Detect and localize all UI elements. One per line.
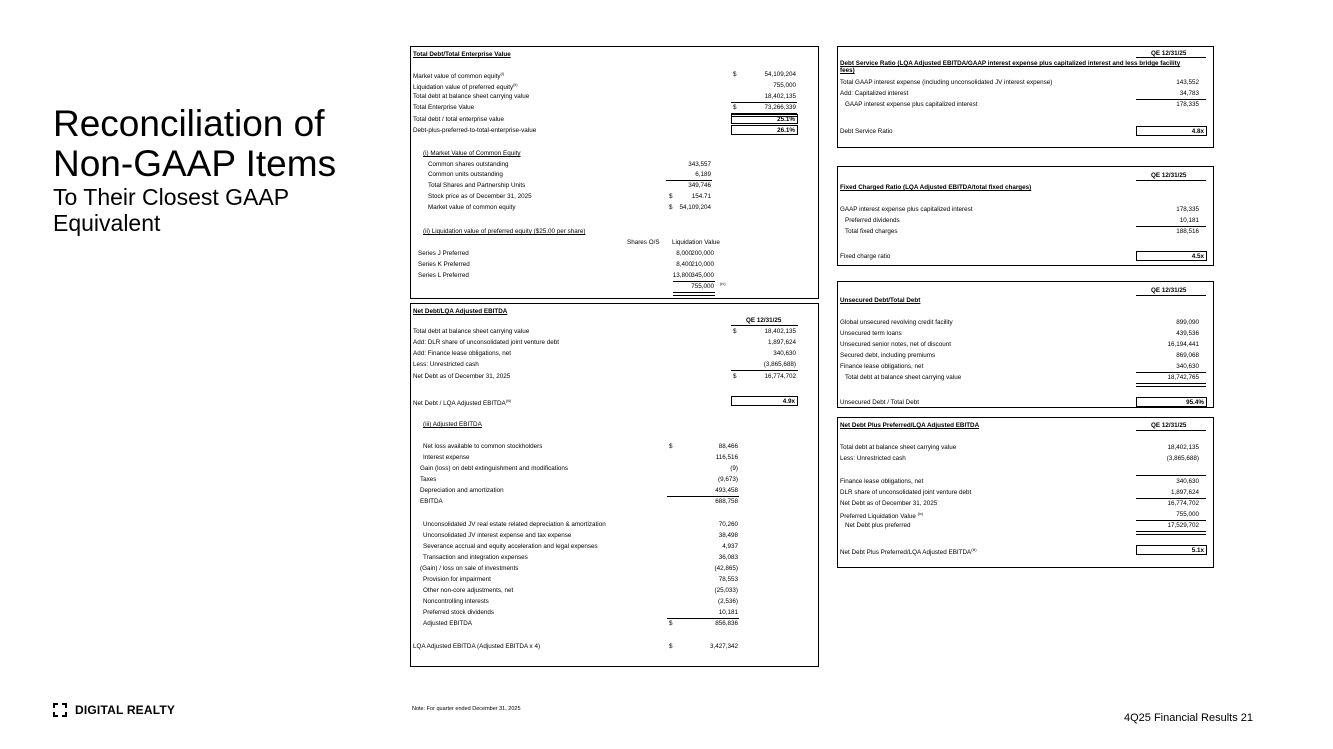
nd-row-value: (3,865,688) — [763, 361, 796, 368]
mv-row-value: 154.71 — [691, 193, 711, 200]
np-row-value: (3,865,688) — [1166, 455, 1199, 462]
adj-row-label: Adjusted EBITDA — [423, 620, 472, 627]
adj-row-label: Net loss available to common stockholders — [423, 443, 543, 450]
brand-logo — [53, 703, 175, 717]
rule — [731, 325, 798, 326]
adj-row-label: Severance accrual and equity acceleration and legal expenses — [423, 543, 598, 550]
rule — [1136, 475, 1206, 476]
rule — [667, 618, 739, 619]
rule — [1136, 430, 1206, 431]
lqa-label: LQA Adjusted EBITDA (Adjusted EBITDA x 4) — [413, 643, 541, 650]
adj-row-label: Provision for impairment — [423, 576, 491, 583]
lv-row-value: 345,000 — [691, 272, 714, 279]
double-rule — [673, 292, 715, 296]
np-row-value: 340,630 — [1176, 478, 1199, 485]
fc-row-value: 178,335 — [1176, 206, 1199, 213]
adj-row-value: 856,836 — [715, 620, 738, 627]
rule — [1136, 295, 1206, 296]
ud-row-value: 16,194,441 — [1167, 341, 1199, 348]
ds-header: Debt Service Ratio (LQA Adjusted EBITDA/GAAP interest expense plus capitalized interest and less bridge facility — [840, 60, 1181, 67]
ud-row-label: Secured debt, including premiums — [840, 352, 936, 359]
fc-col-header: QE 12/31/25 — [1151, 172, 1187, 179]
adj-row-label: Taxes — [420, 476, 437, 483]
nd-row-currency: $ — [733, 328, 737, 335]
mv-row-label: Total Shares and Partnership Units — [428, 182, 526, 189]
ud-row-value: 439,536 — [1176, 330, 1199, 337]
ev-row-value: 73,266,339 — [764, 104, 796, 111]
np-row-label: Total debt at balance sheet carrying value — [840, 444, 957, 451]
rule — [1136, 498, 1206, 499]
net-debt-plus-preferred-table — [837, 417, 1214, 568]
lv-row-label: Series K Preferred — [418, 261, 470, 268]
ds-ratio-value: 4.8x — [1191, 127, 1204, 135]
lv-row-label: Series L Preferred — [418, 272, 469, 279]
mv-row-value: 6,189 — [695, 171, 711, 178]
adj-row-currency: $ — [669, 620, 673, 627]
nd-row-value: 18,402,135 — [764, 328, 796, 335]
slide-title — [53, 104, 398, 236]
adj-row-value: 493,458 — [715, 487, 738, 494]
np-ratio-value: 5.1x — [1191, 546, 1204, 554]
fc-row-label: Total fixed charges — [845, 228, 898, 235]
adj-row-value: 4,937 — [722, 543, 738, 550]
ev-ratio-box — [731, 125, 798, 135]
mv-row-currency: $ — [669, 193, 673, 200]
ev-row-value: 54,109,204 — [764, 71, 796, 78]
np-row-label: Finance lease obligations, net — [840, 478, 924, 485]
ud-row-value: 18,742,765 — [1167, 374, 1199, 381]
adj-row-label: Other non-core adjustments, net — [423, 587, 514, 594]
lqa-currency: $ — [669, 643, 673, 650]
np-row-label: DLR share of unconsolidated joint venture debt — [840, 489, 972, 496]
lv-total-sup: (iv) — [720, 281, 726, 286]
ds-ratio-label: Debt Service Ratio — [840, 128, 893, 135]
np-row-value: 755,000 — [1176, 511, 1199, 518]
adj-row-value: (9) — [730, 465, 738, 472]
adj-row-value: (25,033) — [714, 587, 738, 594]
ev-row-value: 755,000 — [773, 82, 796, 89]
fc-header: Fixed Charged Ratio (LQA Adjusted EBITDA/total fixed charges) — [840, 184, 1032, 191]
adj-row-value: 88,466 — [718, 443, 738, 450]
ds-row-value: 34,783 — [1179, 90, 1199, 97]
footnote: Note: For quarter ended December 31, 2025 — [412, 706, 521, 712]
title-line-3: To Their Closest GAAP — [53, 184, 290, 210]
unsecured-debt-table — [837, 281, 1214, 408]
ud-row-value: 340,630 — [1176, 363, 1199, 370]
adj-row-value: 36,083 — [718, 554, 738, 561]
fc-row-value: 10,181 — [1179, 217, 1199, 224]
ev-row-currency: $ — [733, 104, 737, 111]
ud-row-value: 899,090 — [1176, 319, 1199, 326]
adj-row-label: Interest expense — [423, 454, 470, 461]
rule — [1136, 372, 1206, 373]
title-line-1: Reconciliation of — [53, 103, 325, 144]
nd-row-value: 340,630 — [773, 350, 796, 357]
adj-row-value: 70,260 — [718, 521, 738, 528]
np-col-header: QE 12/31/25 — [1151, 422, 1187, 429]
lv-total: 755,000 — [691, 283, 714, 290]
np-header: Net Debt Plus Preferred/LQA Adjusted EBITDA — [840, 422, 980, 429]
rule — [1136, 226, 1206, 227]
adj-row-label: (Gain) / loss on sale of investments — [420, 565, 519, 572]
adj-row-value: (2,536) — [718, 598, 738, 605]
ud-row-label: Total debt at balance sheet carrying value — [845, 374, 962, 381]
adj-row-label: Transaction and integration expenses — [423, 554, 528, 561]
nd-row-label: Total debt at balance sheet carrying value — [413, 328, 530, 335]
nd-row-label: Add: Finance lease obligations, net — [413, 350, 512, 357]
adj-row-label: Unconsolidated JV interest expense and tax expense — [423, 532, 572, 539]
ud-ratio-label: Unsecured Debt / Total Debt — [840, 399, 919, 406]
ev-ratio-value: 25.1% — [777, 115, 795, 123]
nd-row-label: Net Debt as of December 31, 2025 — [413, 373, 511, 380]
rule — [1136, 99, 1206, 100]
ud-col-header: QE 12/31/25 — [1151, 287, 1187, 294]
ds-row-label: Total GAAP interest expense (including unconsolidated JV interest expense) — [840, 79, 1053, 86]
np-row-label: Net Debt as of December 31, 2025 — [840, 500, 938, 507]
ds-ratio-box — [1136, 126, 1207, 136]
ev-header: Total Debt/Total Enterprise Value — [413, 51, 511, 58]
ud-row-label: Unsecured senior notes, net of discount — [840, 341, 951, 348]
np-row-value: 18,402,135 — [1167, 444, 1199, 451]
ds-row-label: Add: Capitalized interest — [840, 90, 909, 97]
ev-row-value: 18,402,135 — [764, 93, 796, 100]
lqa-value: 3,427,342 — [709, 643, 738, 650]
brand-name: DIGITAL REALTY — [75, 703, 176, 717]
adj-header: (iii) Adjusted EBITDA — [423, 421, 482, 428]
mv-row-label: Common units outstanding — [428, 171, 503, 178]
double-rule — [1136, 383, 1206, 387]
adj-row-label: Preferred stock dividends — [423, 609, 495, 616]
ds-row-label: GAAP interest expense plus capitalized interest — [845, 101, 978, 108]
fc-row-label: Preferred dividends — [845, 217, 900, 224]
col-liquidation-header: Liquidation Value — [672, 239, 720, 246]
nd-row-label: Less: Unrestricted cash — [413, 361, 479, 368]
rule — [673, 281, 715, 282]
adj-row-value: 78,553 — [718, 576, 738, 583]
np-row-value: 16,774,702 — [1167, 500, 1199, 507]
nd-row-value: 16,774,702 — [764, 373, 796, 380]
adj-row-label: EBITDA — [420, 498, 443, 505]
ud-row-label: Global unsecured revolving credit facility — [840, 319, 953, 326]
ev-row-label: Total Enterprise Value — [413, 104, 475, 111]
ds-col-header: QE 12/31/25 — [1151, 50, 1187, 57]
net-debt-table — [410, 303, 819, 667]
np-row-value: 17,529,702 — [1167, 522, 1199, 529]
enterprise-value-table — [410, 46, 819, 299]
fc-row-label: GAAP interest expense plus capitalized interest — [840, 206, 973, 213]
lv-header: (ii) Liquidation value of preferred equity ($25.00 per share) — [423, 228, 586, 235]
logo-bracket-icon — [53, 703, 67, 717]
mv-row-label: Market value of common equity — [428, 204, 516, 211]
adj-row-label: Unconsolidated JV real estate related depreciation & amortization — [423, 521, 606, 528]
fixed-charge-table — [837, 166, 1214, 266]
adj-row-currency: $ — [669, 443, 673, 450]
rule — [1136, 520, 1206, 521]
page-footer: 4Q25 Financial Results 21 — [1124, 712, 1254, 724]
nd-ratio-box — [731, 396, 798, 406]
double-rule — [1136, 531, 1206, 535]
ev-row-label: Total debt / total enterprise value — [413, 116, 505, 123]
lv-row-shares: 13,800 — [672, 272, 692, 279]
ds-row-value: 143,552 — [1176, 79, 1199, 86]
rule — [1136, 180, 1206, 181]
rule — [731, 370, 798, 371]
fc-ratio-value: 4.5x — [1191, 252, 1204, 260]
lv-row-shares: 8,000 — [676, 250, 692, 257]
ev-row-label: Liquidation value of preferred equity$^{(ii)}$ — [413, 82, 518, 92]
ud-row-label: Finance lease obligations, net — [840, 363, 924, 370]
adj-row-label: Depreciation and amortization — [420, 487, 504, 494]
mv-row-value: 349,746 — [688, 182, 711, 189]
ev-row-currency: $ — [733, 71, 737, 78]
lv-row-label: Series J Preferred — [418, 250, 469, 257]
mv-row-currency: $ — [669, 204, 673, 211]
title-line-4: Equivalent — [53, 210, 161, 236]
lv-row-shares: 8,400 — [676, 261, 692, 268]
fc-row-value: 188,516 — [1176, 228, 1199, 235]
mv-row-value: 54,109,204 — [679, 204, 711, 211]
ev-ratio-box — [731, 114, 798, 124]
rule — [667, 496, 739, 497]
debt-service-table — [837, 46, 1214, 148]
lv-row-value: 200,000 — [691, 250, 714, 257]
np-row-value: 1,897,624 — [1170, 489, 1199, 496]
np-row-label: Net Debt plus preferred — [845, 522, 911, 529]
np-ratio-box — [1136, 545, 1207, 555]
nd-row-value: 1,897,624 — [767, 339, 796, 346]
nd-row-label: Add: DLR share of unconsolidated joint venture debt — [413, 339, 559, 346]
ud-row-value: 869,068 — [1176, 352, 1199, 359]
adj-row-label: Noncontrolling interests — [423, 598, 489, 605]
adj-row-value: 38,498 — [718, 532, 738, 539]
nd-ratio-label: Net Debt / LQA Adjusted EBITDA$^{(iii)}$ — [413, 398, 512, 408]
fc-ratio-box — [1136, 251, 1207, 261]
adj-row-value: 10,181 — [718, 609, 738, 616]
ev-row-label: Debt-plus-preferred-to-total-enterprise-value — [413, 127, 537, 134]
mv-header: (i) Market Value of Common Equity — [423, 150, 521, 157]
title-line-2: Non-GAAP Items — [53, 143, 337, 184]
mv-row-value: 343,557 — [688, 161, 711, 168]
mv-row-label: Common shares outstanding — [428, 161, 509, 168]
mv-row-label: Stock price as of December 31, 2025 — [428, 193, 532, 200]
ev-ratio-value: 26.1% — [777, 126, 795, 134]
ev-row-label: Market value of common equity$^{(i)}$ — [413, 71, 505, 81]
nd-row-currency: $ — [733, 373, 737, 380]
ud-row-label: Unsecured term loans — [840, 330, 902, 337]
np-row-label: Preferred Liquidation Value $^{(iv)}$ — [840, 511, 924, 521]
np-row-label: Less: Unrestricted cash — [840, 455, 906, 462]
ds-row-value: 178,335 — [1176, 101, 1199, 108]
nd-ratio-value: 4.9x — [782, 397, 795, 405]
ud-ratio-box — [1136, 397, 1207, 407]
adj-row-value: 116,516 — [715, 454, 738, 461]
rule — [731, 102, 797, 103]
rule — [1136, 57, 1206, 58]
rule — [666, 180, 712, 181]
ud-ratio-value: 95.4% — [1186, 398, 1204, 406]
nd-header: Net Debt/LQA Adjusted EBITDA — [413, 308, 508, 315]
adj-row-value: (9,673) — [718, 476, 738, 483]
ev-row-label: Total debt at balance sheet carrying value — [413, 93, 530, 100]
ds-header-cont: fees) — [840, 67, 855, 74]
adj-row-value: (42,865) — [714, 565, 738, 572]
ud-header: Unsecured Debt/Total Debt — [840, 297, 921, 304]
np-ratio-label: Net Debt Plus Preferred/LQA Adjusted EBITDA$^{(iii)}$ — [840, 547, 977, 557]
adj-row-label: Gain (loss) on debt extinguishment and modifications — [420, 465, 569, 472]
col-shares-header: Shares O/S — [627, 239, 660, 246]
lv-row-value: 210,000 — [691, 261, 714, 268]
adj-row-value: 688,758 — [715, 498, 738, 505]
nd-col-header: QE 12/31/25 — [746, 317, 782, 324]
fc-ratio-label: Fixed charge ratio — [840, 253, 891, 260]
